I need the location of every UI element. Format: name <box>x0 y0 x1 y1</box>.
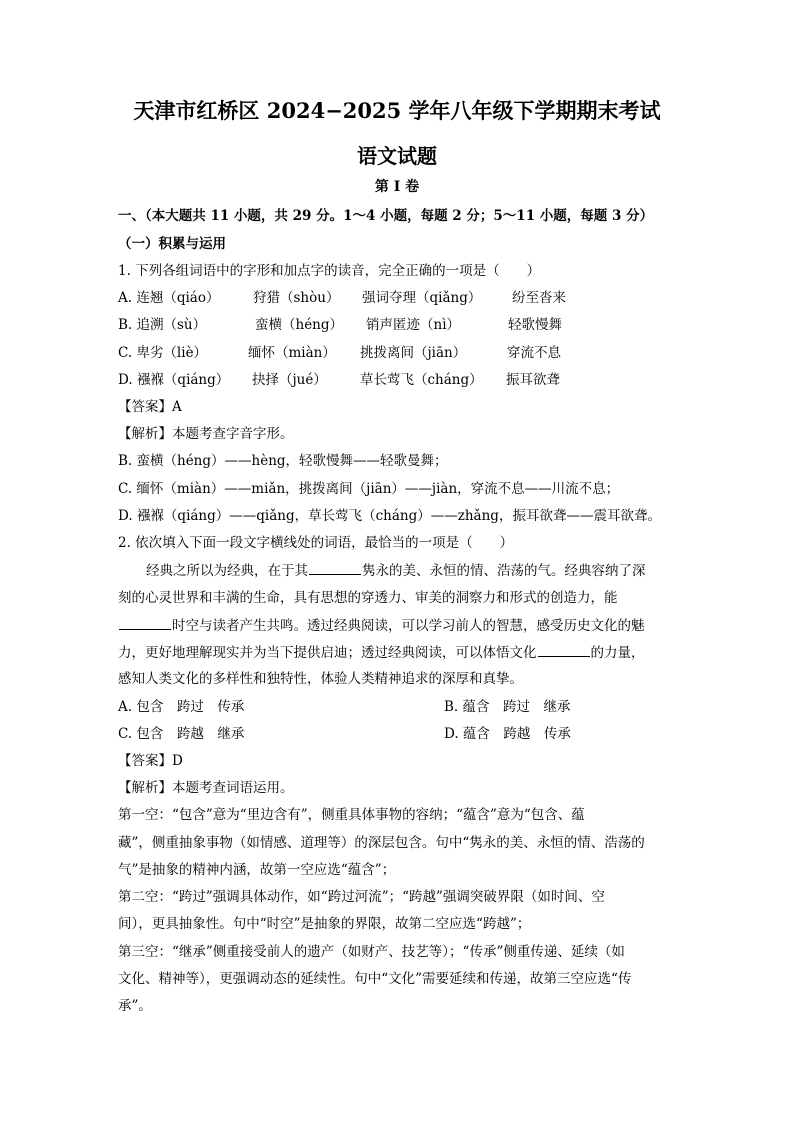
question-2-option-d: D. 蕴含 跨越 传承 <box>444 726 571 742</box>
option-cell: 草长莺飞（cháng） <box>360 372 483 388</box>
option-cell: 强词夺理（qiǎng） <box>362 290 482 306</box>
question-2-stem: 2. 依次填入下面一段文字横线处的词语，最恰当的一项是（ ） <box>118 535 514 551</box>
option-cell: 振耳欲聋 <box>506 372 560 388</box>
option-cell: 纷至沓来 <box>512 290 566 306</box>
question-2-analysis-line: 承”。 <box>118 998 152 1014</box>
option-cell: A. 连翘（qiáo） <box>118 290 220 306</box>
option-cell: D. 襁褓（qiáng） <box>118 372 230 388</box>
passage-line: 刻的心灵世界和丰满的生命，具有思想的穿透力、审美的洞察力和形式的创造力，能 <box>118 590 618 606</box>
option-cell: C. 卑劣（liè） <box>118 345 208 361</box>
fill-blank-2 <box>119 616 171 630</box>
part-heading: 一、（本大题共 11 小题，共 29 分。1～4 小题，每题 2 分；5～11 小题，每题 3 分） <box>118 208 654 224</box>
question-2-analysis-line: 第一空：“包含”意为“里边含有”，侧重具体事物的容纳；“蕴含”意为“包含、蕴 <box>118 807 585 823</box>
option-cell: B. 追溯（sù） <box>118 317 207 333</box>
page-title: 天津市红桥区 2024−2025 学年八年级下学期期末考试 <box>133 98 661 123</box>
passage-line <box>146 561 646 580</box>
question-2-analysis-line: 第三空：“继承”侧重接受前人的遗产（如财产、技艺等）；“传承”侧重传递、延续（如 <box>118 944 625 960</box>
option-cell: 穿流不息 <box>507 345 561 361</box>
question-2-analysis-line: 气”是抽象的精神内涵，故第一空应选“蕴含”； <box>118 862 396 878</box>
question-2-analysis-line: 藏”，侧重抽象事物（如情感、道理等）的深层包含。句中“隽永的美、永恒的情、浩荡的 <box>118 835 645 851</box>
question-2-option-b: B. 蕴含 跨过 继承 <box>444 699 571 715</box>
passage-text: 经典之所以为经典，在于其 <box>146 563 308 579</box>
question-2-analysis-line: 文化、精神等），更强调动态的延续性。句中“文化”需要延续和传递，故第三空应选“传 <box>118 971 632 987</box>
option-cell: 销声匿迹（nì） <box>366 317 461 333</box>
question-1-answer: 【答案】A <box>118 399 182 415</box>
option-cell: 蛮横（héng） <box>255 317 344 333</box>
option-cell: 抉择（jué） <box>252 372 327 388</box>
passage-text: 隽永的美、永恒的情、浩荡的气。经典容纳了深 <box>362 563 646 579</box>
option-cell: 轻歌慢舞 <box>508 317 562 333</box>
option-cell: 挑拨离间（jiān） <box>360 345 467 361</box>
question-1-analysis-line: D. 襁褓（qiáng）——qiǎng，草长莺飞（cháng）——zhǎng，振耳欲聋——震耳欲聋。 <box>118 508 661 524</box>
question-2-answer: 【答案】D <box>118 753 183 769</box>
page-subtitle: 语文试题 <box>357 144 437 168</box>
question-1-analysis-line: C. 缅怀（miàn）——miǎn，挑拨离间（jiān）——jiàn，穿流不息——川流不息； <box>118 481 620 497</box>
question-2-analysis-line: 间），更具抽象性。句中“时空”是抽象的界限，故第二空应选“跨越”； <box>118 916 531 932</box>
question-2-analysis-title: 【解析】本题考查词语运用。 <box>118 780 294 796</box>
passage-line: 感知人类文化的多样性和独特性，体验人类精神追求的深厚和真挚。 <box>118 671 523 687</box>
section-label: 第 I 卷 <box>374 179 420 195</box>
question-1-analysis-line: B. 蛮横（héng）——hèng，轻歌慢舞——轻歌曼舞； <box>118 453 448 469</box>
option-cell: 狩猎（shòu） <box>253 290 340 306</box>
question-1-analysis-title: 【解析】本题考查字音字形。 <box>118 426 294 442</box>
fill-blank-3 <box>538 643 590 657</box>
passage-text: 的力量， <box>590 645 645 661</box>
question-2-analysis-line: 第二空：“跨过”强调具体动作，如“跨过河流”；“跨越”强调突破界限（如时间、空 <box>118 889 605 905</box>
passage-line <box>118 616 645 635</box>
subpart-heading: （一）积累与运用 <box>118 236 226 252</box>
question-2-option-a: A. 包含 跨过 传承 <box>118 699 245 715</box>
question-1-stem: 1. 下列各组词语中的字形和加点字的读音，完全正确的一项是（ ） <box>118 263 541 279</box>
passage-text: 力，更好地理解现实并为当下提供启迪；透过经典阅读，可以体悟文化 <box>118 645 537 661</box>
fill-blank-1 <box>309 561 361 575</box>
passage-line <box>118 643 645 662</box>
passage-text: 时空与读者产生共鸣。透过经典阅读，可以学习前人的智慧，感受历史文化的魅 <box>172 618 645 634</box>
question-2-option-c: C. 包含 跨越 继承 <box>118 726 245 742</box>
option-cell: 缅怀（miàn） <box>248 345 336 361</box>
